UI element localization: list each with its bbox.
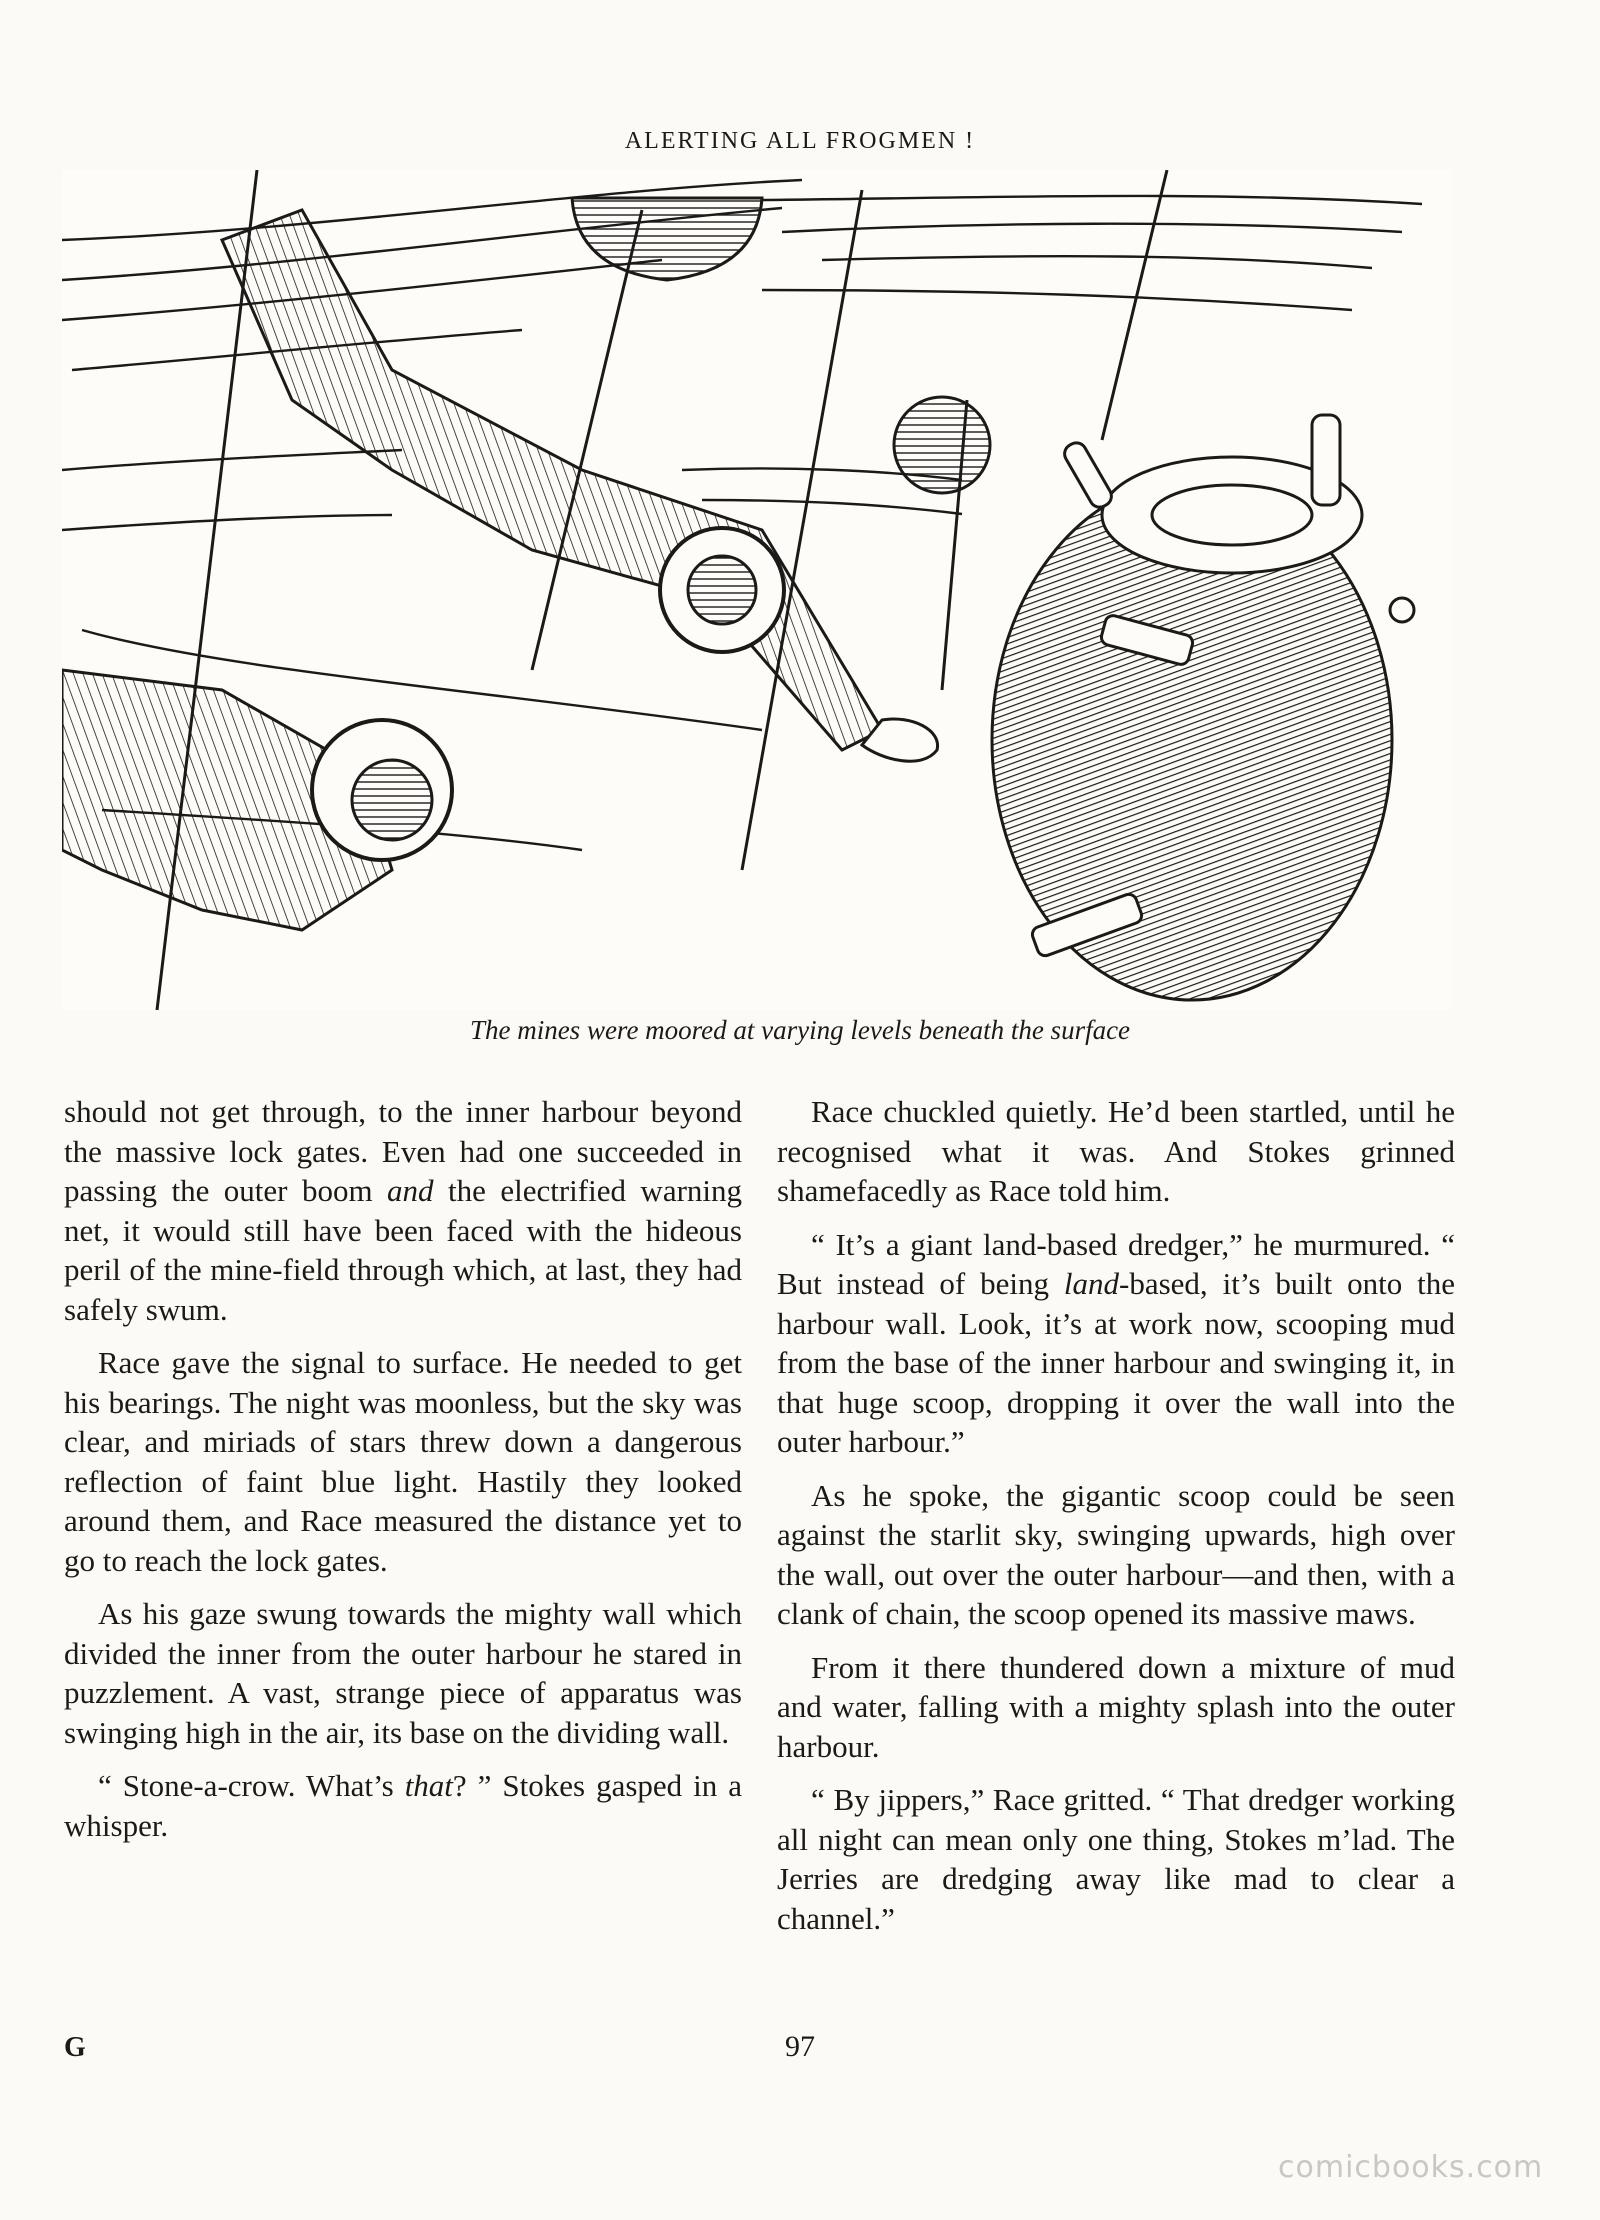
- illustration-caption: The mines were moored at varying levels beneath the surface: [469, 1015, 1131, 1045]
- page-number: 97: [785, 2030, 815, 2063]
- paragraph: [64, 1766, 742, 1845]
- paragraph: [64, 1092, 742, 1329]
- floating-mine-middle: [894, 397, 990, 493]
- large-sea-mine: [992, 415, 1414, 1000]
- right-column: [777, 1092, 1455, 1952]
- text-run: “ Stone-a-crow. What’s: [98, 1768, 394, 1803]
- text-run: should not get through, to the inner harbour beyond the massive lock gates. Even had one succeeded in passing the outer boom: [64, 1094, 742, 1208]
- emphasis: and: [387, 1173, 434, 1208]
- paragraph: “ By jippers,” Race gritted. “ That dredger working all night can mean only one thing, Stokes m’lad. The Jerries are dredging away like mad to clear a channel.”: [777, 1782, 1455, 1936]
- text-run: based, it’s built onto the harbour wall. Look, it’s at work now, scooping mud from the base of the inner harbour and swinging it, in that huge scoop, dropping it over the wall into the outer harbour.”: [777, 1266, 1456, 1459]
- paragraph: As his gaze swung towards the mighty wall which divided the inner from the outer harbour he stared in puzzlement. A vast, strange piece of apparatus was swinging high in the air, its base on the dividing wall.: [64, 1596, 742, 1750]
- paragraph: Race gave the signal to surface. He needed to get his bearings. The night was moonless, but the sky was clear, and miriads of stars threw down a dangerous reflection of faint blue light. Hastily they looked around them, and Race measured the distance yet to go to reach the lock gates.: [64, 1345, 742, 1578]
- emphasis: land-: [1063, 1266, 1130, 1301]
- emphasis: that: [404, 1768, 453, 1803]
- text-run: the electrified warning net, it would still have been faced with the hideous peril of the mine-field through which, at last, they had safely swum.: [64, 1173, 743, 1327]
- text-run: “ It’s a giant land-based dredger,” he murmured. “ But instead of being: [777, 1226, 1455, 1301]
- text-run: ? ” Stokes gasped in a whisper.: [64, 1768, 742, 1843]
- frogman-upper: [222, 210, 938, 761]
- signature-mark: G: [64, 2032, 86, 2063]
- paragraph: Race chuckled quietly. He’d been startled, until he recognised what it was. And Stokes grinned shamefacedly as Race told him.: [777, 1094, 1455, 1208]
- watermark: comicbooks.com: [1278, 2150, 1544, 2185]
- frogmen-mine-illustration: [62, 170, 1452, 1010]
- running-title: ALERTING ALL FROGMEN !: [624, 128, 976, 154]
- left-column: [64, 1092, 742, 1859]
- paragraph: [777, 1225, 1455, 1462]
- paragraph: From it there thundered down a mixture of mud and water, falling with a mighty splash into the outer harbour.: [777, 1649, 1455, 1764]
- paragraph: As he spoke, the gigantic scoop could be seen against the starlit sky, swinging upwards, high over the wall, out over the outer harbour—and then, with a clank of chain, the scoop opened its massive maws.: [777, 1477, 1455, 1631]
- frogman-lower: [62, 670, 452, 930]
